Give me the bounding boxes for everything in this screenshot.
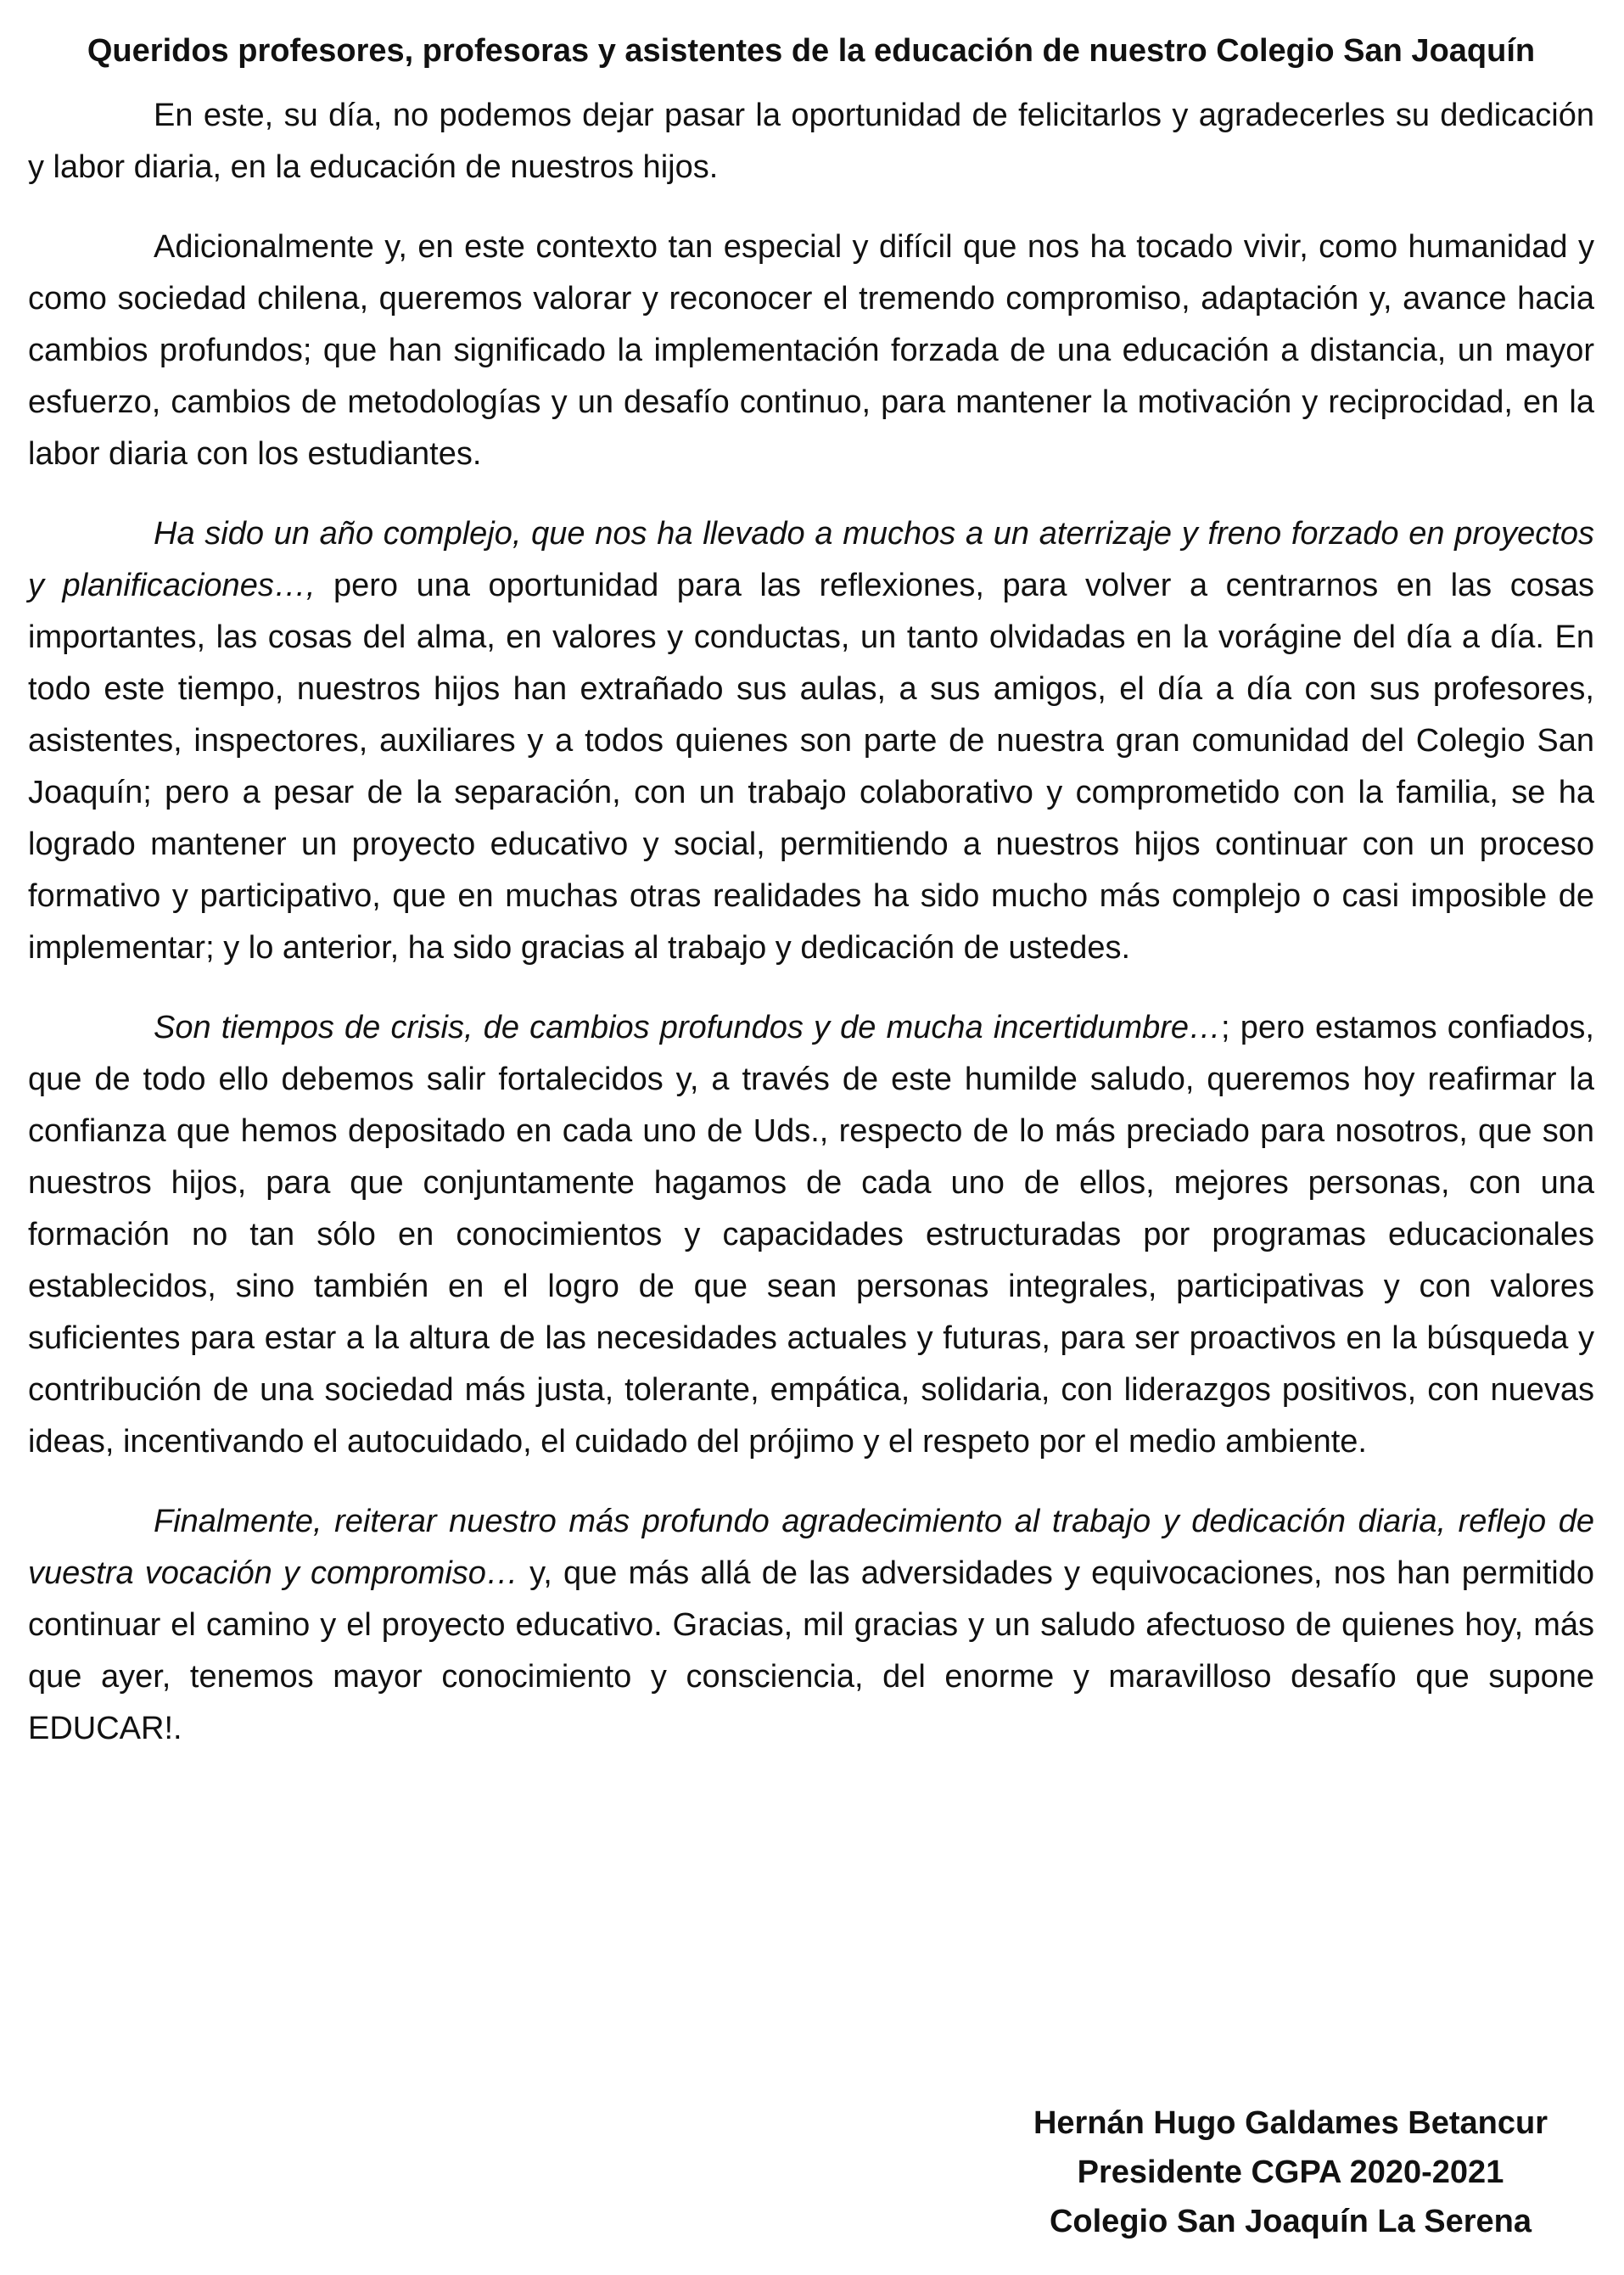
paragraph-1-text: En este, su día, no podemos dejar pasar la oportunidad de felicitarlos y agradecerles su dedicación y labor diaria, en la educación de nuestros hijos.: [28, 98, 1594, 185]
paragraph-3-text: pero una oportunidad para las reflexiones, para volver a centrarnos en las cosas importantes, las cosas del alma, en valores y conductas, un tanto olvidadas en la vorágine del día a día. En todo este tiempo, nuestros hijos han extrañado sus aulas, a sus amigos, el día a día con sus profesores, asistentes, inspectores, auxiliares y a todos quienes son parte de nuestra gran comunidad del Colegio San Joaquín; pero a pesar de la separación, con un trabajo colaborativo y comprometido con la familia, se ha logrado mantener un proyecto educativo y social, permitiendo a nuestros hijos continuar con un proceso formativo y participativo, que en muchas otras realidades ha sido mucho más complejo o casi imposible de implementar; y lo anterior, ha sido gracias al trabajo y dedicación de ustedes.: [28, 568, 1594, 966]
paragraph-4-text: ; pero estamos confiados, que de todo ello debemos salir fortalecidos y, a través de este humilde saludo, queremos hoy reafirmar la confianza que hemos depositado en cada uno de Uds., respecto de lo más preciado para nosotros, que son nuestros hijos, para que conjuntamente hagamos de cada uno de ellos, mejores personas, con una formación no tan sólo en conocimientos y capacidades estructuradas por programas educacionales establecidos, sino también en el logro de que sean personas integrales, participativas y con valores suficientes para estar a la altura de las necesidades actuales y futuras, para ser proactivos en la búsqueda y contribución de una sociedad más justa, tolerante, empática, solidaria, con liderazgos positivos, con nuevas ideas, incentivando el autocuidado, el cuidado del prójimo y el respeto por el medio ambiente.: [28, 1010, 1594, 1460]
letter-body: [28, 31, 1594, 1783]
paragraph-2-text: Adicionalmente y, en este contexto tan especial y difícil que nos ha tocado vivir, como humanidad y como sociedad chilena, queremos valorar y reconocer el tremendo compromiso, adaptación y, avance hacia cambios profundos; que han significado la implementación forzada de una educación a distancia, un mayor esfuerzo, cambios de metodologías y un desafío continuo, para mantener la motivación y reciprocidad, en la labor diaria con los estudiantes.: [28, 229, 1594, 472]
paragraph-4-italic: Son tiempos de crisis, de cambios profundos y de mucha incertidumbre…: [154, 1010, 1222, 1045]
paragraph-5-italic: Finalmente, reiterar nuestro más profundo agradecimiento al trabajo y dedicación diaria, reflejo de vuestra vocación y compromiso…: [28, 1504, 1594, 1591]
paragraph-3-italic: Ha sido un año complejo, que nos ha llevado a muchos a un aterrizaje y freno forzado en proyectos y planificaciones…,: [28, 516, 1594, 603]
letter-title: Queridos profesores, profesoras y asistentes de la educación de nuestro Colegio San Joaquín: [87, 33, 1536, 69]
signature-block: [1033, 2098, 1548, 2246]
paragraph-1: [28, 90, 1594, 193]
paragraph-3: [28, 508, 1594, 974]
paragraph-4: [28, 1002, 1594, 1468]
paragraph-5-text: y, que más allá de las adversidades y equivocaciones, nos han permitido continuar el camino y el proyecto educativo. Gracias, mil gracias y un saludo afectuoso de quienes hoy, más que ayer, tenemos mayor conocimiento y consciencia, del enorme y maravilloso desafío que supone EDUCAR!.: [28, 1555, 1594, 1746]
paragraph-5: [28, 1496, 1594, 1755]
signature-school: Colegio San Joaquín La Serena: [1049, 2204, 1532, 2239]
signature-name: Hernán Hugo Galdames Betancur: [1033, 2105, 1548, 2141]
paragraph-2: [28, 221, 1594, 480]
signature-role: Presidente CGPA 2020-2021: [1077, 2155, 1504, 2190]
